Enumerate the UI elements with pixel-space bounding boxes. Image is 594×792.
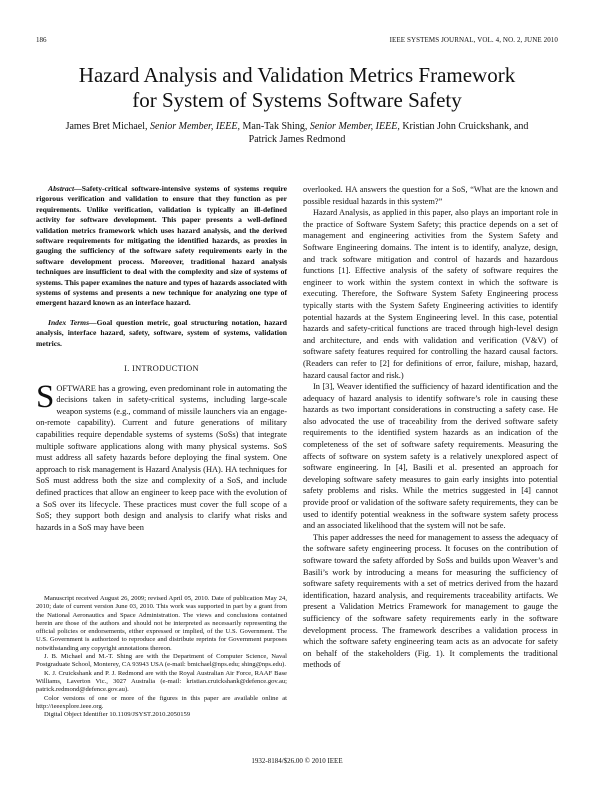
footnote-affiliation-2: K. J. Cruickshank and P. J. Redmond are with the Royal Australian Air Force, RAAF Base Williams, Laverton Vic., 3027 Australia (e-mail: kristian.cruickshank@defence.gov.au; patrick.redmond@defence.gov.au). [36, 669, 287, 694]
left-column [36, 184, 287, 533]
author-2-name: Man-Tak Shing, [242, 121, 308, 132]
body-paragraph: This paper addresses the need for management to assess the adequacy of the software safety engineering process. It focuses on the contribution of software toward the safety afforded by SoSs and builds upon Weaver’s and Basili’s work by introducing a means for measuring the sufficiency of software safety requirements with a set of metrics derived from the hazard identification, hazard analysis, and requirements traceability artifacts. We present a Validation Metrics Framework for management to gauge the sufficiency of the software safety requirements early in the software development process. The framework describes a validation process in which the software safety engineering team acts as an advocate for safety on behalf of the stakeholders (Fig. 1). It complements the traditional methods of [303, 532, 558, 670]
authors-line-2: Patrick James Redmond [248, 133, 346, 145]
section-title-rest: NTRODUCTION [135, 364, 199, 374]
body-paragraph: In [3], Weaver identified the sufficiency of hazard identification and the adequacy of hazard analysis to identify software’s role in causing these hazards as two important considerations in constructing a safety case. He also advocated the use of traceability from the derived software safety requirements to the identified system hazards as an indication of the completeness of the set of software safety requirements. Measuring the affects of software on system safety is a relatively unexplored aspect of software engineering. In [4], Basili et al. presented an approach for developing software safety measures to gain early insights into potential safety problems and risks. While the metrics suggested in [4] cannot provide proof or validation of the software safety requirements, they can be used to identify potential weakness in the software system safety process and an associated likelihood that the system will not be safe. [303, 382, 558, 531]
intro-text: has a growing, even predominant role in automating the decisions taken in safety-critical systems, including large-scale weapon systems (e.g., command of missile launchers via an engage-on-remote capability). Current and future generations of military capabilities require dependable systems of systems (SoSs) that integrate multiple software applications along with many physical systems. SoS must address all safety hazards before deploying the final system. One approach to risk management is Hazard Analysis (HA). HA techniques for SoS must address both the size and complexity of a SoS, and include defined practices that allow an engineer to keep pace with the evolution of a SoS over its lifecycle. These practices must cover the full scope of a SoS; they support both design and analysis to clarify what risks and hazards in a SoS may have been [36, 383, 287, 532]
copyright-footer: 1932-8184/$26.00 © 2010 IEEE [251, 757, 343, 765]
running-header: IEEE SYSTEMS JOURNAL, VOL. 4, NO. 2, JUNE 2010 [389, 36, 558, 44]
index-terms [36, 318, 287, 349]
author-1-name: James Bret Michael, [65, 121, 148, 132]
intro-lead-caps: OFTWARE [56, 383, 96, 393]
footnotes [36, 595, 287, 719]
author-3-name: Kristian John Cruickshank, and [402, 121, 529, 132]
abstract-label: Abstract— [48, 184, 82, 193]
body-paragraph: overlooked. HA answers the question for a SoS, “What are the known and possible residual hazards in this system?” [303, 185, 558, 206]
footnote-doi: Digital Object Identifier 10.1109/JSYST.2010.2050159 [44, 711, 191, 719]
author-list [30, 121, 564, 146]
authors-line-1 [30, 121, 564, 134]
title-line-2: for System of Systems Software Safety [132, 88, 462, 112]
right-column [303, 184, 558, 671]
body-paragraph: Hazard Analysis, as applied in this paper, also plays an important role in the practice of Software System Safety; this practice depends on a set of management and engineering activities from the System Safety and Software Engineering domains. The intent is to identify, analyze, design, and track software mitigation and control of hazards and hazardous functions [1]. Effective analysis of the safety of software requires the engineer to work within the system context in which the software is executing. Therefore, the Software System Safety Engineering process typically starts with the System Safety Engineering activities to identify potential hazards at the System Engineering level. In this case, potential hazards and safety-critical functions are traced through high-level design and architecture, and ends with validation and verification (V&V) of software safety features required for controlling the hazard causal factors. (Readers can refer to [2] for definitions of error, failure, mishap, hazard, hazard causal factor and risk.) [303, 208, 558, 380]
index-terms-text: Goal question metric, goal structuring notation, hazard analysis, interface hazard, safety, software, system of systems, validation metrics. [36, 317, 288, 348]
section-heading-introduction [36, 363, 287, 375]
introduction-paragraph [36, 378, 287, 534]
abstract [36, 184, 287, 309]
author-2-role: Senior Member, IEEE, [309, 121, 400, 132]
drop-cap: S [36, 378, 55, 415]
section-numeral: I. [124, 364, 130, 374]
title-line-1: Hazard Analysis and Validation Metrics Framework [78, 63, 516, 87]
footnote-affiliation-1: J. B. Michael and M.-T. Shing are with the Department of Computer Science, Naval Postgraduate School, Monterey, CA 93943 USA (e-mail: bmichael@nps.edu; shing@nps.edu). [36, 653, 287, 669]
footnote-color-versions: Color versions of one or more of the figures in this paper are available online at http://ieeexplore.ieee.org. [36, 694, 287, 710]
abstract-text: Safety-critical software-intensive systems of systems require rigorous verification and validation to ensure that they function as per requirements. Unlike verification, validation is typically an ill-defined activity for software development. This paper presents a well-defined validation metrics framework which uses hazard analysis, and the derived software requirements for mitigating the identified hazards, as proxies in gauging the sufficiency of the software safety requirements early in the software development process. Moreover, traditional hazard analysis techniques are insufficient to deal with the complexity and size of systems of systems. This paper examines the nature and types of hazards associated with systems of systems and presents a new technique for analyzing one type of emergent hazard known as an interface hazard. [36, 184, 287, 308]
page-number: 186 [36, 36, 47, 44]
index-terms-label: Index Terms— [48, 317, 97, 327]
author-1-role: Senior Member, IEEE, [150, 121, 240, 132]
footnote-manuscript: Manuscript received August 26, 2009; revised April 05, 2010. Date of publication May 24, 2010; date of current version June 03, 2010. This work was supported in part by a grant from the National Aeronautics and Space Administration. The views and conclusions contained herein are those of the authors and should not be interpreted as necessarily representing the official policies or endorsements, either expressed or implied, of the U.S. Government. The U.S. Government is authorized to reproduce and distribute reprints for Government purposes notwithstanding any copyright annotations thereon. [36, 595, 287, 652]
section-title-initial: I [132, 364, 136, 374]
paper-title [30, 63, 564, 113]
